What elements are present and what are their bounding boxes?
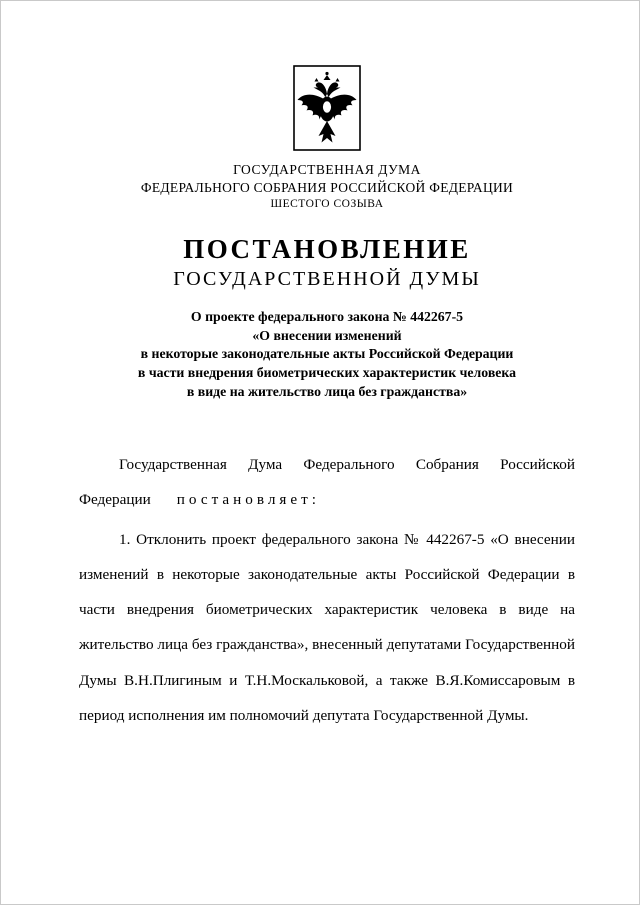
resolves-verb: постановляет:	[176, 491, 320, 509]
subject-line: «О внесении изменений	[252, 327, 402, 343]
convocation-line: ШЕСТОГО СОЗЫВА	[270, 198, 384, 211]
org-subtitle-line: ФЕДЕРАЛЬНОГО СОБРАНИЯ РОССИЙСКОЙ ФЕДЕРАЦИИ	[140, 179, 514, 195]
resolution-lead-paragraph	[79, 447, 575, 518]
emblem-container	[79, 1, 575, 151]
resolution-item-1: 1. Отклонить проект федерального закона № 442267-5 «О внесении изменений в некоторые законодательные акты Российской Федерации в части внедрения биометрических характеристик человека в виде на жительство лица без гражданства», внесенный депутатами Государственной Думы В.Н.Плигиным и Т.Н.Москальковой, а также В.Я.Комиссаровым в период исполнения им полномочий депутата Государственной Думы.	[79, 530, 575, 725]
subject-line: в некоторые законодательные акты Российской Федерации	[140, 346, 514, 362]
subject-block	[79, 308, 575, 401]
letterhead	[79, 161, 575, 212]
document-title	[79, 234, 575, 291]
org-name-line: ГОСУДАРСТВЕННАЯ ДУМА	[233, 162, 421, 177]
lead-paragraph-text: Государственная Дума Федерального Собрания Российской Федерации	[79, 456, 575, 509]
subject-line: в виде на жительство лица без гражданства»	[186, 383, 468, 399]
issuing-body-title: ГОСУДАРСТВЕННОЙ ДУМЫ	[173, 268, 481, 291]
subject-line: О проекте федерального закона № 442267-5	[190, 309, 464, 325]
subject-line: в части внедрения биометрических характеристик человека	[137, 364, 517, 380]
document-body	[79, 447, 575, 733]
document-type-title: ПОСТАНОВЛЕНИЕ	[183, 234, 471, 265]
double-headed-eagle-emblem-icon	[293, 65, 361, 151]
